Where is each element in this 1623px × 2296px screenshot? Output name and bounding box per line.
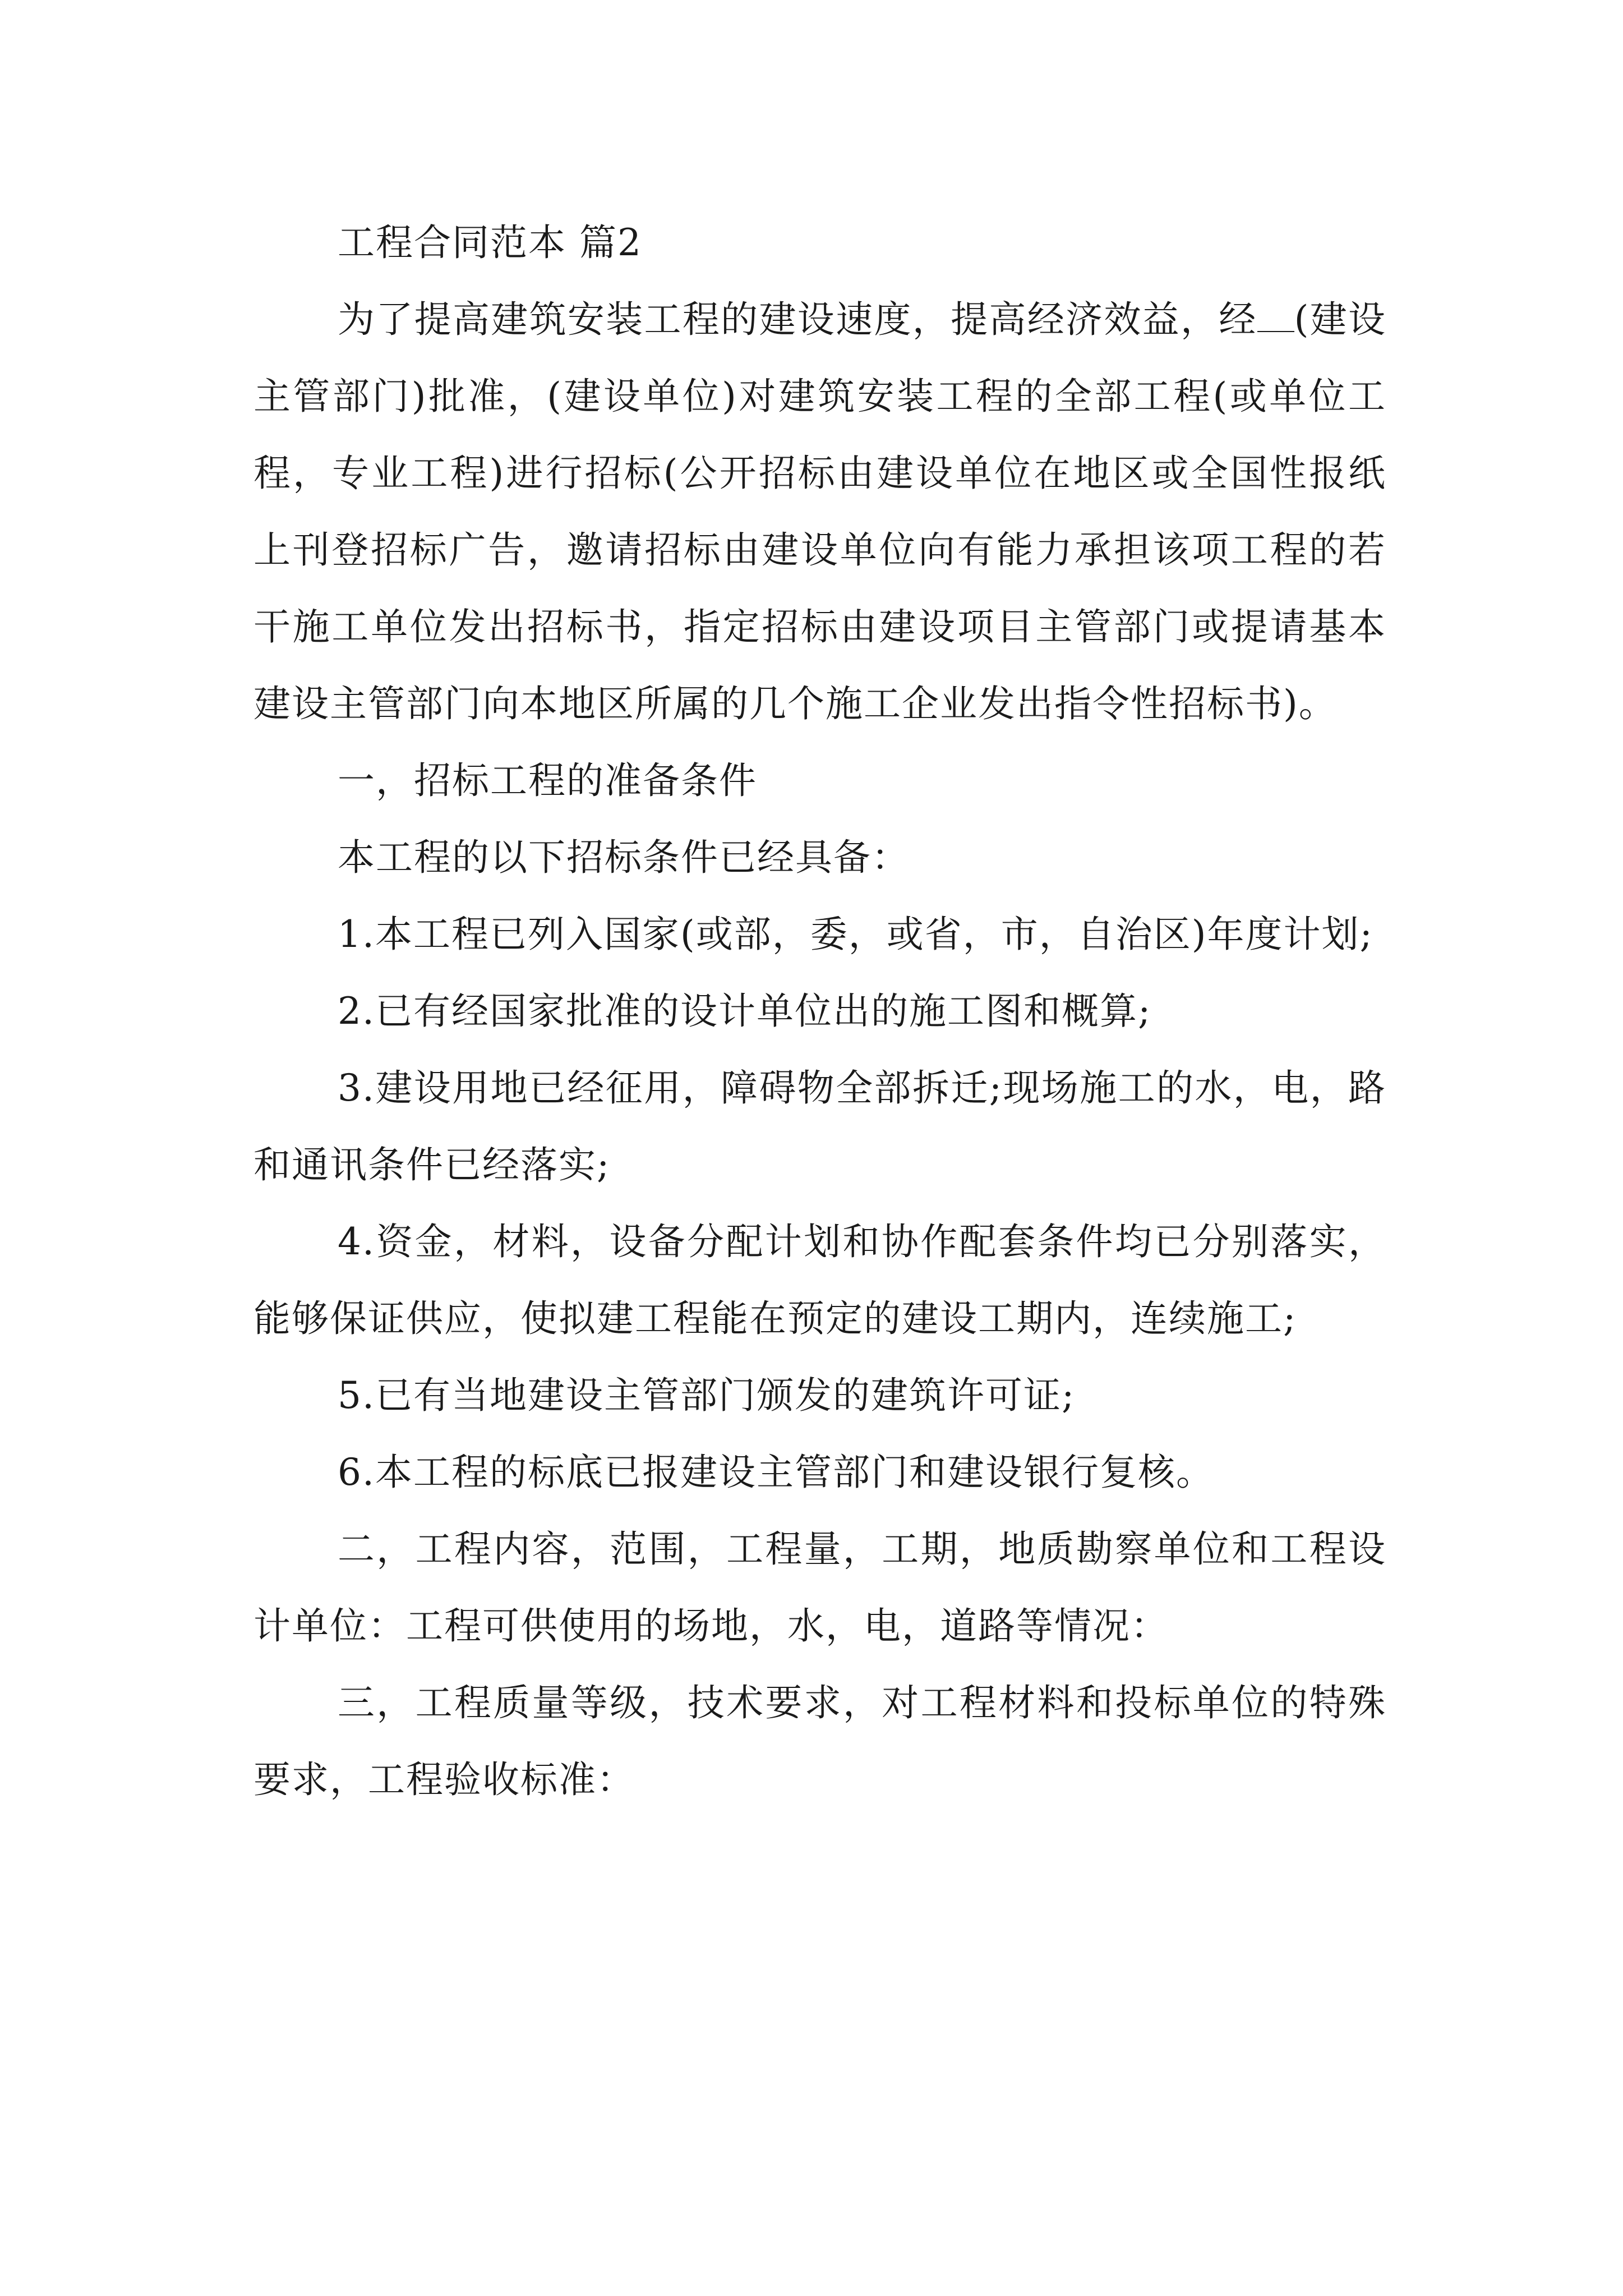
document-body xyxy=(253,204,1386,1818)
section-1-title: 一，招标工程的准备条件 xyxy=(338,759,757,802)
intro-rest: (建设主管部门)批准，(建设单位)对建筑安装工程的全部工程(或单位工程，专业工程)进行招标(公开招标由建设单位在地区或全国性报纸上刊登招标广告，邀请招标由建设单位向有能力承担该项工程的若干施工单位发出招标书，指定招标由建设项目主管部门或提请基本建设主管部门向本地区所属的几个施工企业发出指令性招标书)。 xyxy=(253,298,1387,725)
intro-paragraph xyxy=(253,281,1386,742)
list-item: 5.已有当地建设主管部门颁发的建筑许可证; xyxy=(338,1374,1076,1417)
list-item: 1.本工程已列入国家(或部，委，或省，市，自治区)年度计划; xyxy=(338,913,1373,956)
document-heading: 工程合同范本 篇2 xyxy=(338,221,642,264)
list-item: 2.已有经国家批准的设计单位出的施工图和概算; xyxy=(338,990,1152,1033)
section-3-paragraph: 三，工程质量等级，技术要求，对工程材料和投标单位的特殊要求，工程验收标准： xyxy=(253,1681,1386,1801)
fill-in-blank xyxy=(1257,300,1294,332)
list-item: 6.本工程的标底已报建设主管部门和建设银行复核。 xyxy=(338,1451,1214,1494)
list-item: 3.建设用地已经征用，障碍物全部拆迁;现场施工的水，电，路和通讯条件已经落实; xyxy=(253,1066,1386,1186)
section-1-lead: 本工程的以下招标条件已经具备： xyxy=(338,836,910,879)
intro-first-line: 为了提高建筑安装工程的建设速度，提高经济效益，经 xyxy=(338,298,1257,341)
list-item: 4.资金，材料，设备分配计划和协作配套条件均已分别落实，能够保证供应，使拟建工程能在预定的建设工期内，连续施工; xyxy=(253,1220,1386,1340)
section-2-paragraph: 二，工程内容，范围，工程量，工期，地质勘察单位和工程设计单位：工程可供使用的场地，水，电，道路等情况： xyxy=(253,1527,1386,1648)
